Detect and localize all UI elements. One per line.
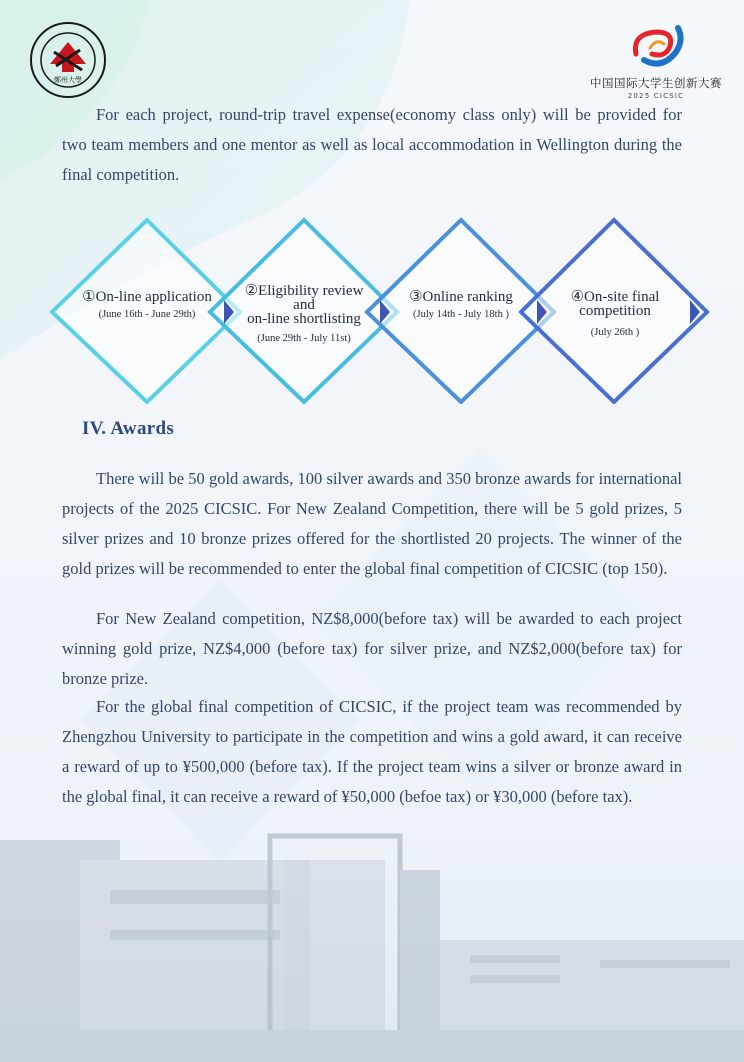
step-3-date: (July 14th - July 18th ) [413,309,509,320]
step-2-label-line-1: ②Eligibility review [244,283,364,299]
svg-text:鄭州大學: 鄭州大學 [54,76,82,84]
zhengzhou-university-logo [28,20,108,100]
awards-paragraph-1: There will be 50 gold awards, 100 silver awards and 350 bronze awards for international projects of the 2025 CICSIC. For New Zealand Competition, there will be 5 gold prizes, 5 silver prizes and 10 bronze prizes offered for the shortlisted 20 projects. The winner of the gold prizes will be recommended to enter the global final competition of CICSIC (top 150). [62,469,682,578]
cicsic-english-name: 2025 CICSIC [627,92,685,100]
step-3-text [386,290,536,321]
step-1-label: ①On-line application [82,289,212,305]
awards-section-title: IV. Awards [82,418,175,439]
step-4-date: (July 26th ) [590,327,640,338]
awards-paragraph-2: For New Zealand competition, NZ$8,000(before tax) will be awarded to each project winning gold prize, NZ$4,000 (before tax) for silver prize, and NZ$2,000(before tax) for bronze prize. [62,609,682,688]
step-2-date: (June 29th - July 11st) [257,333,351,344]
awards-paragraph-3: For the global final competition of CICSIC, if the project team was recommended by Zhengzhou University to participate in the competition and wins a gold award, it can receive a reward of up to ¥500,000 (before tax). If the project team wins a silver or bronze award in the global final, it can receive a reward of ¥50,000 (befoe tax) or ¥30,000 (before tax). [62,697,682,806]
step-2-label-line-2: and [293,297,315,313]
step-2-label-line-3: on-line shortlisting [247,311,361,327]
step-4-label-line-2: competition [579,303,651,319]
step-1-text [67,290,227,321]
cicsic-chinese-name: 中国国际大学生创新大赛 [590,76,722,90]
travel-expense-paragraph: For each project, round-trip travel expense(economy class only) will be provided for two team members and one mentor as well as local accommodation in Wellington during the final competition. [62,105,682,184]
cicsic-logo [588,24,724,104]
step-3-label: ③Online ranking [409,289,513,305]
university-seal-icon [28,20,108,100]
cicsic-swirl-icon [626,24,686,68]
step-4-label-line-1: ④On-site final [570,289,660,305]
step-1-date: (June 16th - June 29th) [98,309,196,320]
step-4-text [540,290,690,339]
competition-process-flow [0,214,744,404]
step-2-text [228,284,380,345]
